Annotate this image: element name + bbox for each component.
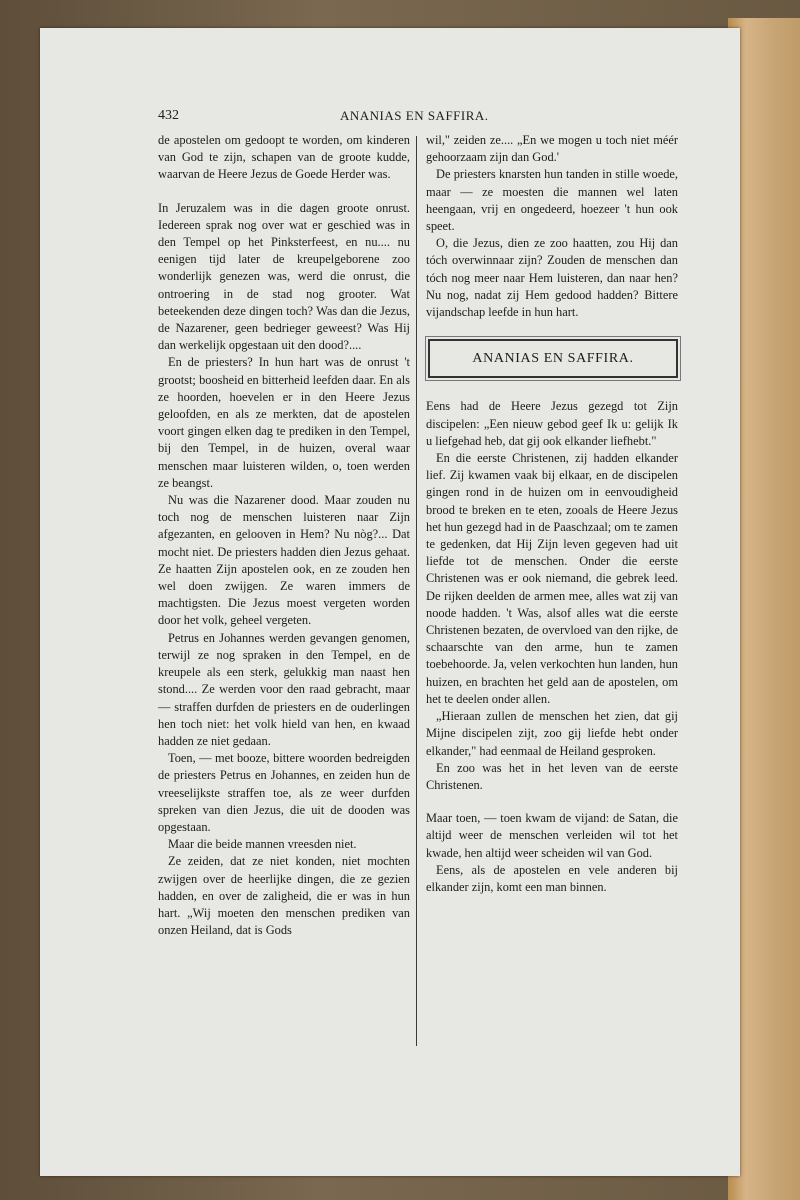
paragraph: wil," zeiden ze.... „En we mogen u toch niet méér gehoorzaam zijn dan God.': [426, 133, 678, 165]
paragraph: Eens had de Heere Jezus gezegd tot Zijn discipelen: „Een nieuw gebod geef Ik u: gelijk Ik u liefgehad heb, dat gij ook elkander liefhebt.": [426, 399, 678, 448]
paragraph: De priesters knarsten hun tanden in stille woede, maar — ze moesten die mannen wel laten heengaan, vrij en ongedeerd, hoezeer 't hun ook speet.: [426, 167, 678, 234]
paragraph: In Jeruzalem was in die dagen groote onrust. Iedereen sprak nog over wat er geschied was in den Tempel op het Pinksterfeest, en nu.... nu eenigen tijd later de kreupelgeborene zoo wonderlijk genezen was, werd die onrust, die ontroering in de stad nog grooter. Wat beteekenden deze dingen toch? Was dan die Jezus, de Nazarener, geen bedrieger geweest? Was Hij dan werkelijk opgestaan uit den dood?....: [158, 200, 410, 353]
paragraph: En de priesters? In hun hart was de onrust 't grootst; boosheid en bitterheid leefden daar. En als ze hoorden, hoevelen er in den Heere Jezus geloofden, en als ze merkten, dat de apostelen voort gingen elken dag te prediken in den Tempel, bij den Tempel, in de huizen, overal waar menschen maar luisteren wilden, o, toen werden ze beangst.: [158, 355, 410, 490]
paragraph: Petrus en Johannes werden gevangen genomen, terwijl ze nog spraken in den Tempel, en de kreupele als een sterk, gelukkig man naast hen stond.... Ze werden voor den raad gebracht, maar — straffen durfden de priesters en de ouderlingen hen toch niet: het volk hield van hen, en kwaad hadden ze niet gedaan.: [158, 630, 410, 748]
paragraph: „Hieraan zullen de menschen het zien, dat gij Mijne discipelen zijt, zoo gij liefde hebt onder elkander," had eenmaal de Heiland gesproken.: [426, 709, 678, 758]
section-title: ANANIAS EN SAFFIRA.: [428, 339, 678, 378]
paragraph: O, die Jezus, dien ze zoo haatten, zou Hij dan tóch overwinnaar zijn? Zouden de menschen dan tóch nog meer naar Hem luisteren, dan naar hen? Nu nog, nadat zij Hem gedood hadden? Bittere vijandschap leefde in hun hart.: [426, 236, 678, 320]
paragraph: Toen, — met booze, bittere woorden bedreigden de priesters Petrus en Johannes, en zeiden hun de vreeselijkste straffen toe, als ze weer durfden spreken van dien Jezus, die uit de dooden was opgestaan.: [158, 751, 410, 834]
paragraph: Nu was die Nazarener dood. Maar zouden nu toch nog de menschen luisteren naar Zijn afgezanten, en gelooven in Hem? Nu nòg?... Dat mocht niet. De priesters hadden dien Jezus gehaat. Ze haatten Zijn apostelen ook, en ze zouden hen wel doen zwijgen. Ze waren immers de machtigsten. Die Jezus moest vergeten worden door het volk, geheel vergeten.: [158, 493, 410, 628]
paragraph: Ze zeiden, dat ze niet konden, niet mochten zwijgen over de heerlijke dingen, die ze gezien hadden, en over de zaligheid, die er was in hun hart. „Wij moeten den menschen prediken van onzen Heiland, dat is Gods: [158, 854, 410, 938]
paragraph: Maar die beide mannen vreesden niet.: [168, 837, 357, 852]
column-divider: [416, 136, 417, 1046]
page-number: 432: [158, 108, 179, 123]
book-page: [40, 28, 740, 1176]
paragraph: Maar toen, — toen kwam de vijand: de Satan, die altijd weer de menschen verleiden wil tot het kwade, hen altijd weer scheiden wil van God.: [426, 811, 678, 860]
running-head: ANANIAS EN SAFFIRA.: [340, 108, 489, 123]
paragraph: Eens, als de apostelen en vele anderen bij elkander zijn, komt een man binnen.: [426, 862, 678, 894]
right-column: [426, 132, 678, 896]
paragraph: de apostelen om gedoopt te worden, om kinderen van God te zijn, schapen van de groote kudde, waarvan de Heere Jezus de Goede Herder was.: [158, 133, 410, 182]
paragraph: En die eerste Christenen, zij hadden elkander lief. Zij kwamen vaak bij elkaar, en de discipelen gingen rond in de huizen om in eenvoudigheid brood te breken en te eten, zooals de Heere Jezus het hun gezegd had in de Paaschzaal; om te zamen te gedenken, dat Hij Zijn leven gegeven had uit liefde tot de menschen. Onder die eerste Christenen was er ook niemand, die gebrek leed. De rijken deelden de armen mee, alles wat zij van noode hadden. 't Was, alsof alles wat die eerste Christenen bezaten, de overvloed van den rijke, de schaarschte van den arme, hun te zamen toebehoorde. Ja, velen verkochten hun landen, hun huizen, en brachten het geld aan de apostelen, om het te deelen onder allen.: [426, 451, 678, 706]
left-column: [158, 132, 410, 939]
paragraph: En zoo was het in het leven van de eerste Christenen.: [426, 760, 678, 792]
